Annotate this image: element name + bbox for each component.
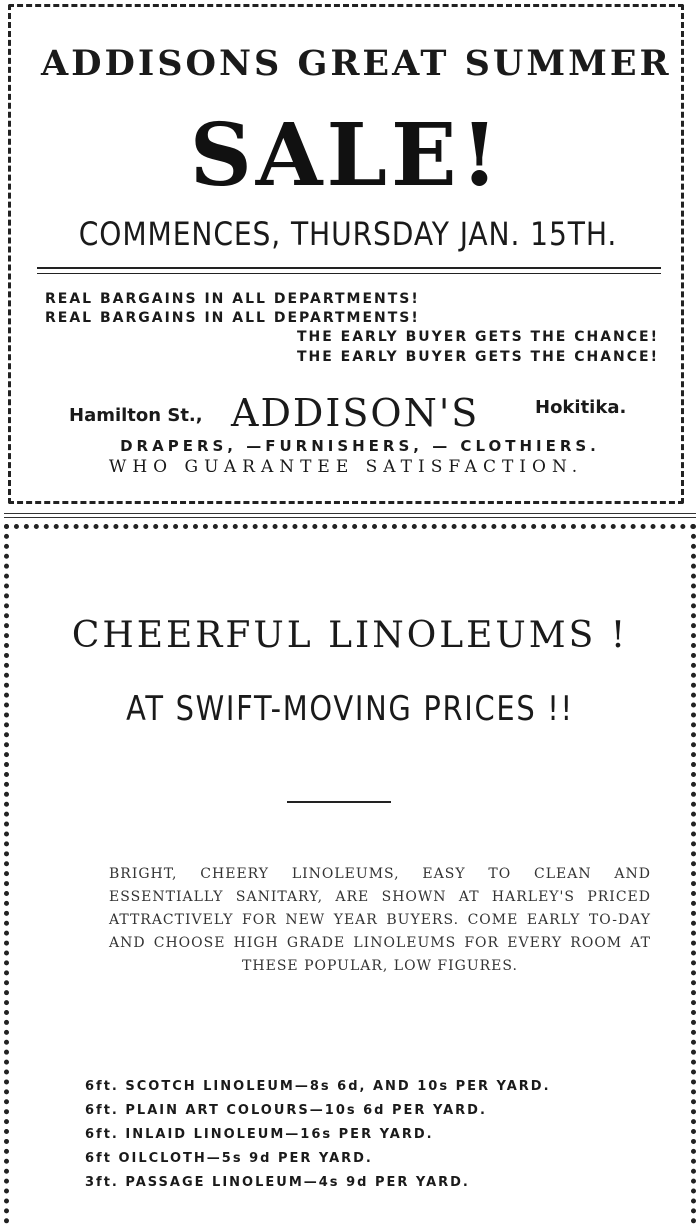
early-buyer-line: THE EARLY BUYER GETS THE CHANCE!: [296, 349, 659, 365]
sale-date: COMMENCES, THURSDAY JAN. 15TH.: [78, 215, 618, 253]
store-name: ADDISON'S: [231, 391, 480, 435]
ad-subheadline: AT SWIFT-MOVING PRICES !!: [126, 689, 574, 729]
column-separator: [4, 513, 696, 518]
addisons-ad: [8, 4, 684, 504]
bargain-line: REAL BARGAINS IN ALL DEPARTMENTS!: [45, 310, 420, 326]
price-item: 3ft. PASSAGE LINOLEUM—4s 9d PER YARD.: [85, 1175, 470, 1190]
price-item: 6ft. PLAIN ART COLOURS—10s 6d PER YARD.: [85, 1103, 487, 1118]
sale-title: SALE!: [189, 105, 503, 206]
early-buyer-lines: [297, 327, 659, 367]
bargain-line: REAL BARGAINS IN ALL DEPARTMENTS!: [45, 291, 420, 307]
price-item: 6ft. INLAID LINOLEUM—16s PER YARD.: [85, 1127, 434, 1142]
trades-line: DRAPERS, —FURNISHERS, — CLOTHIERS.: [120, 437, 600, 455]
town-name: Hokitika.: [535, 397, 627, 418]
early-buyer-line: THE EARLY BUYER GETS THE CHANCE!: [296, 329, 659, 345]
linoleums-ad: [4, 524, 696, 1224]
price-item: 6ft. SCOTCH LINOLEUM—8s 6d, AND 10s PER YARD.: [85, 1079, 551, 1094]
ad-headline: CHEERFUL LINOLEUMS !: [71, 615, 629, 656]
guarantee-line: WHO GUARANTEE SATISFACTION.: [108, 457, 584, 477]
street-address: Hamilton St.,: [69, 405, 203, 426]
bargain-lines: [45, 290, 420, 328]
divider: [287, 801, 391, 803]
ad-body-text: BRIGHT, CHEERY LINOLEUMS, EASY TO CLEAN AND ESSENTIALLY SANITARY, ARE SHOWN AT HARLEY'S PRICED ATTRACTIVELY FOR NEW YEAR BUYERS. COME EARLY TO-DAY AND CHOOSE HIGH GRADE LINOLEUMS FOR EVERY ROOM AT THESE POPULAR, LOW FIGURES.: [109, 866, 651, 974]
price-item: 6ft OILCLOTH—5s 9d PER YARD.: [85, 1151, 373, 1166]
divider: [37, 267, 661, 274]
ad-headline: ADDISONS GREAT SUMMER: [41, 43, 672, 84]
price-list: [85, 1075, 551, 1195]
